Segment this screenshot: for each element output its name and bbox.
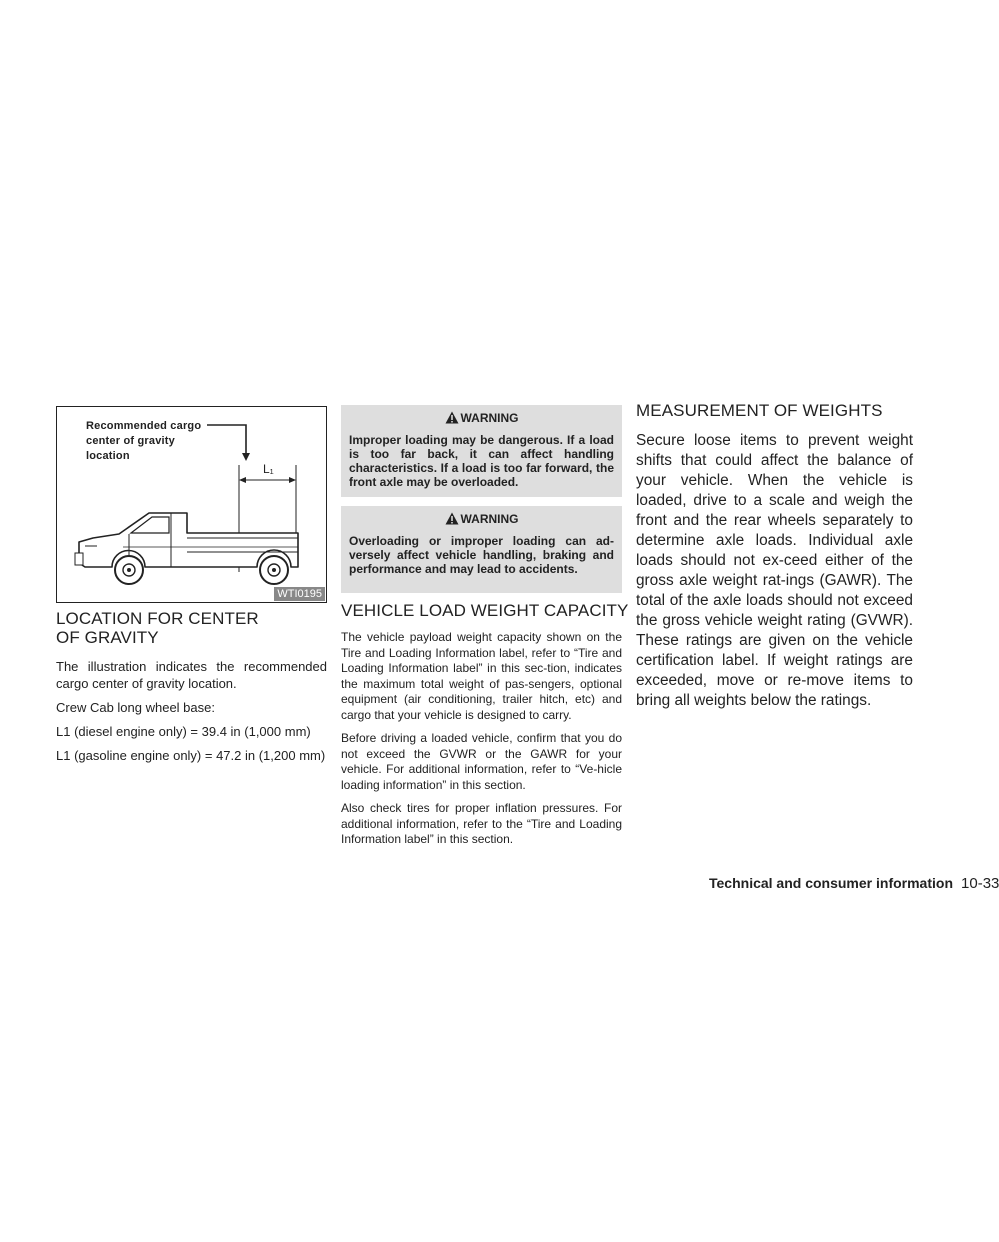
paragraph: The vehicle payload weight capacity shown on the Tire and Loading Information label, refer to “Tire and Loading Information label” in this sec-tion, indicates the maximum total weight of pas-sengers, optional equipment (air conditioning, trailer hitch, etc) and cargo that your vehicle is designed to carry. — [341, 630, 622, 722]
column-1 — [56, 609, 327, 764]
section-heading-load-capacity: VEHICLE LOAD WEIGHT CAPACITY — [341, 601, 629, 620]
section-heading-measurement-of-weights: MEASUREMENT OF WEIGHTS — [636, 401, 883, 420]
paragraph: The illustration indicates the recommended cargo center of gravity location. — [56, 659, 327, 691]
section-heading-center-of-gravity: LOCATION FOR CENTER OF GRAVITY — [56, 609, 259, 647]
warning-box-1 — [341, 405, 622, 497]
figure-code: WTI0195 — [274, 587, 325, 601]
warning-box-2 — [341, 506, 622, 593]
footer-section-title: Technical and consumer information — [709, 875, 954, 891]
paragraph: L1 (diesel engine only) = 39.4 in (1,000 mm) — [56, 724, 311, 739]
paragraph: L1 (gasoline engine only) = 47.2 in (1,200 mm) — [56, 748, 326, 763]
warning-triangle-icon — [445, 411, 459, 424]
warning-heading: WARNING — [349, 512, 614, 526]
warning-text: Overloading or improper loading can ad-versely affect vehicle handling, braking and performance and may lead to accidents. — [349, 534, 614, 576]
page-number: 10-33 — [961, 875, 999, 892]
column-3 — [636, 401, 913, 711]
paragraph: Also check tires for proper inflation pressures. For additional information, refer to the “Tire and Loading Information label” in this section. — [341, 801, 622, 846]
figure-callout-label: Recommended cargo center of gravity location — [86, 420, 202, 462]
column-2 — [341, 601, 629, 848]
paragraph: Secure loose items to prevent weight shifts that could affect the balance of your vehicle. When the vehicle is loaded, drive to a scale and weigh the front and the rear wheels separately to determine axle loads. Individual axle loads should not ex-ceed either of the gross axle weight rat-ings (GAWR). The total of the axle loads should not exceed the gross vehicle weight rating (GVWR). These ratings are given on the vehicle certification label. If weight ratings are exceeded, move or re-move items to bring all weights below the ratings. — [636, 432, 913, 709]
page-footer — [709, 875, 999, 892]
warning-triangle-icon — [445, 512, 459, 525]
paragraph: Before driving a loaded vehicle, confirm that you do not exceed the GVWR or the GAWR for your vehicle. For additional information, refer to “Ve-hicle loading information” in this section. — [341, 731, 622, 792]
warning-heading: WARNING — [349, 411, 614, 425]
cargo-gravity-figure — [56, 406, 327, 603]
paragraph: Crew Cab long wheel base: — [56, 700, 215, 715]
warning-text: Improper loading may be dangerous. If a load is too far back, it can affect handling characteristics. If a load is too far forward, the front axle may be overloaded. — [349, 433, 614, 489]
dimension-label: L₁ — [263, 462, 274, 476]
